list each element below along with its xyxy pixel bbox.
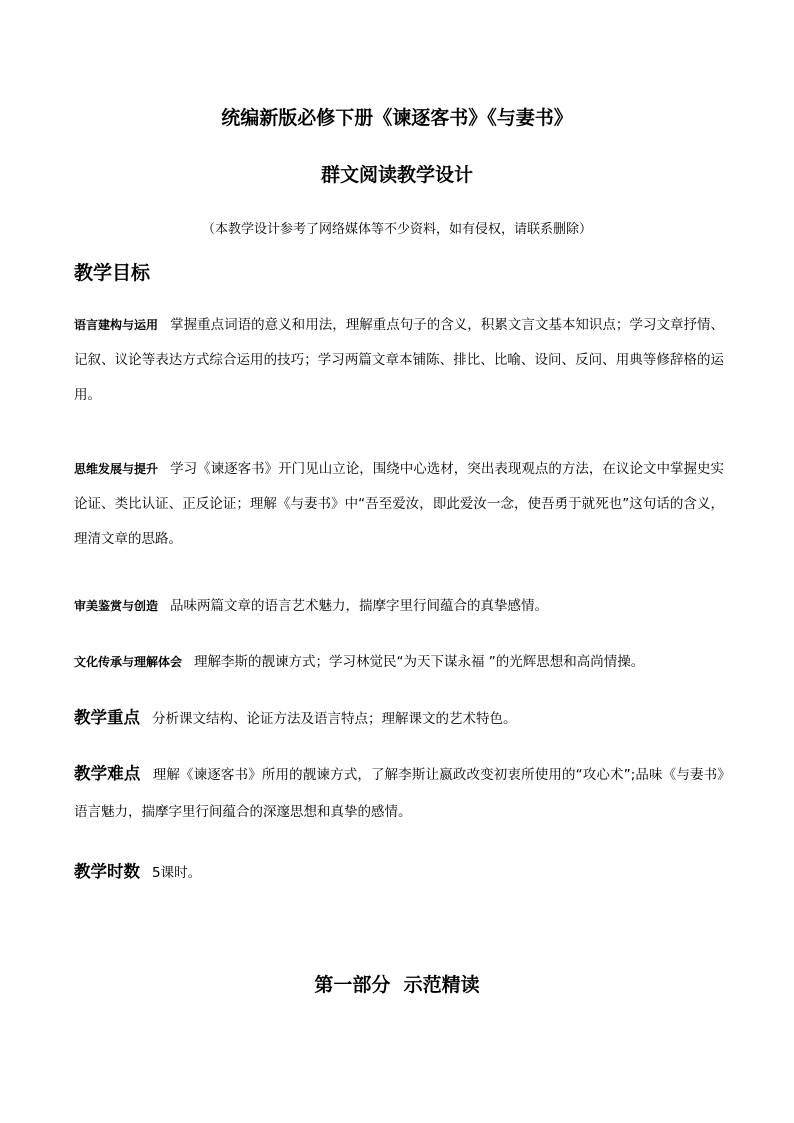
key-points-section <box>74 700 724 737</box>
key-points-text: 分析课文结构、论证方法及语言特点；理解课文的艺术特色。 <box>152 711 517 727</box>
hours-heading: 教学时数 <box>74 862 140 881</box>
goal-label: 语言建构与运用 <box>74 318 159 332</box>
goal-paragraph-thinking <box>74 452 724 557</box>
goal-label: 审美鉴赏与创造 <box>74 599 159 613</box>
hours-text: 5课时。 <box>152 865 202 881</box>
goal-text: 理解李斯的靓谏方式；学习林觉民“为天下谋永福 ”的光辉思想和高尚情操。 <box>194 654 645 670</box>
goal-label: 文化传承与理解体会 <box>74 655 183 669</box>
part-one-heading: 第一部分 示范精读 <box>314 974 480 996</box>
goals-heading: 教学目标 <box>74 262 151 284</box>
difficulties-section <box>74 756 724 830</box>
hours-section <box>74 854 724 891</box>
document-title: 统编新版必修下册《谏逐客书》《与妻书》 <box>221 107 573 129</box>
goal-text: 学习《谏逐客书》开门见山立论，围绕中心选材，突出表现观点的方法，在议论文中掌握史实论证、类比认证、正反论证；理解《与妻书》中“吾至爱汝，即此爱汝一念，使吾勇于就死也”这句话的含义，理清文章的思路。 <box>74 461 724 547</box>
disclaimer-note: （本教学设计参考了网络媒体等不少资料，如有侵权，请联系删除） <box>201 222 592 237</box>
goal-label: 思维发展与提升 <box>74 462 159 476</box>
document-subtitle: 群文阅读教学设计 <box>320 164 473 186</box>
difficulties-text: 理解《谏逐客书》所用的靓谏方式，了解李斯让嬴政改变初衷所使用的“攻心术”;品味《与妻书》语言魅力，揣摩字里行间蕴合的深邃思想和真挚的感情。 <box>74 767 724 820</box>
goal-paragraph-culture <box>74 645 724 680</box>
key-points-heading: 教学重点 <box>74 708 140 727</box>
goal-paragraph-aesthetic <box>74 589 724 624</box>
goal-text: 掌握重点词语的意义和用法，理解重点句子的含义，积累文言文基本知识点；学习文章抒情、记叙、议论等表达方式综合运用的技巧；学习两篇文章本铺陈、排比、比喻、设问、反问、用典等修辞格的运用。 <box>74 317 724 403</box>
difficulties-heading: 教学难点 <box>74 764 141 783</box>
goal-text: 品味两篇文章的语言艺术魅力，揣摩字里行间蕴合的真挚感情。 <box>170 598 549 614</box>
goal-paragraph-language <box>74 308 724 413</box>
